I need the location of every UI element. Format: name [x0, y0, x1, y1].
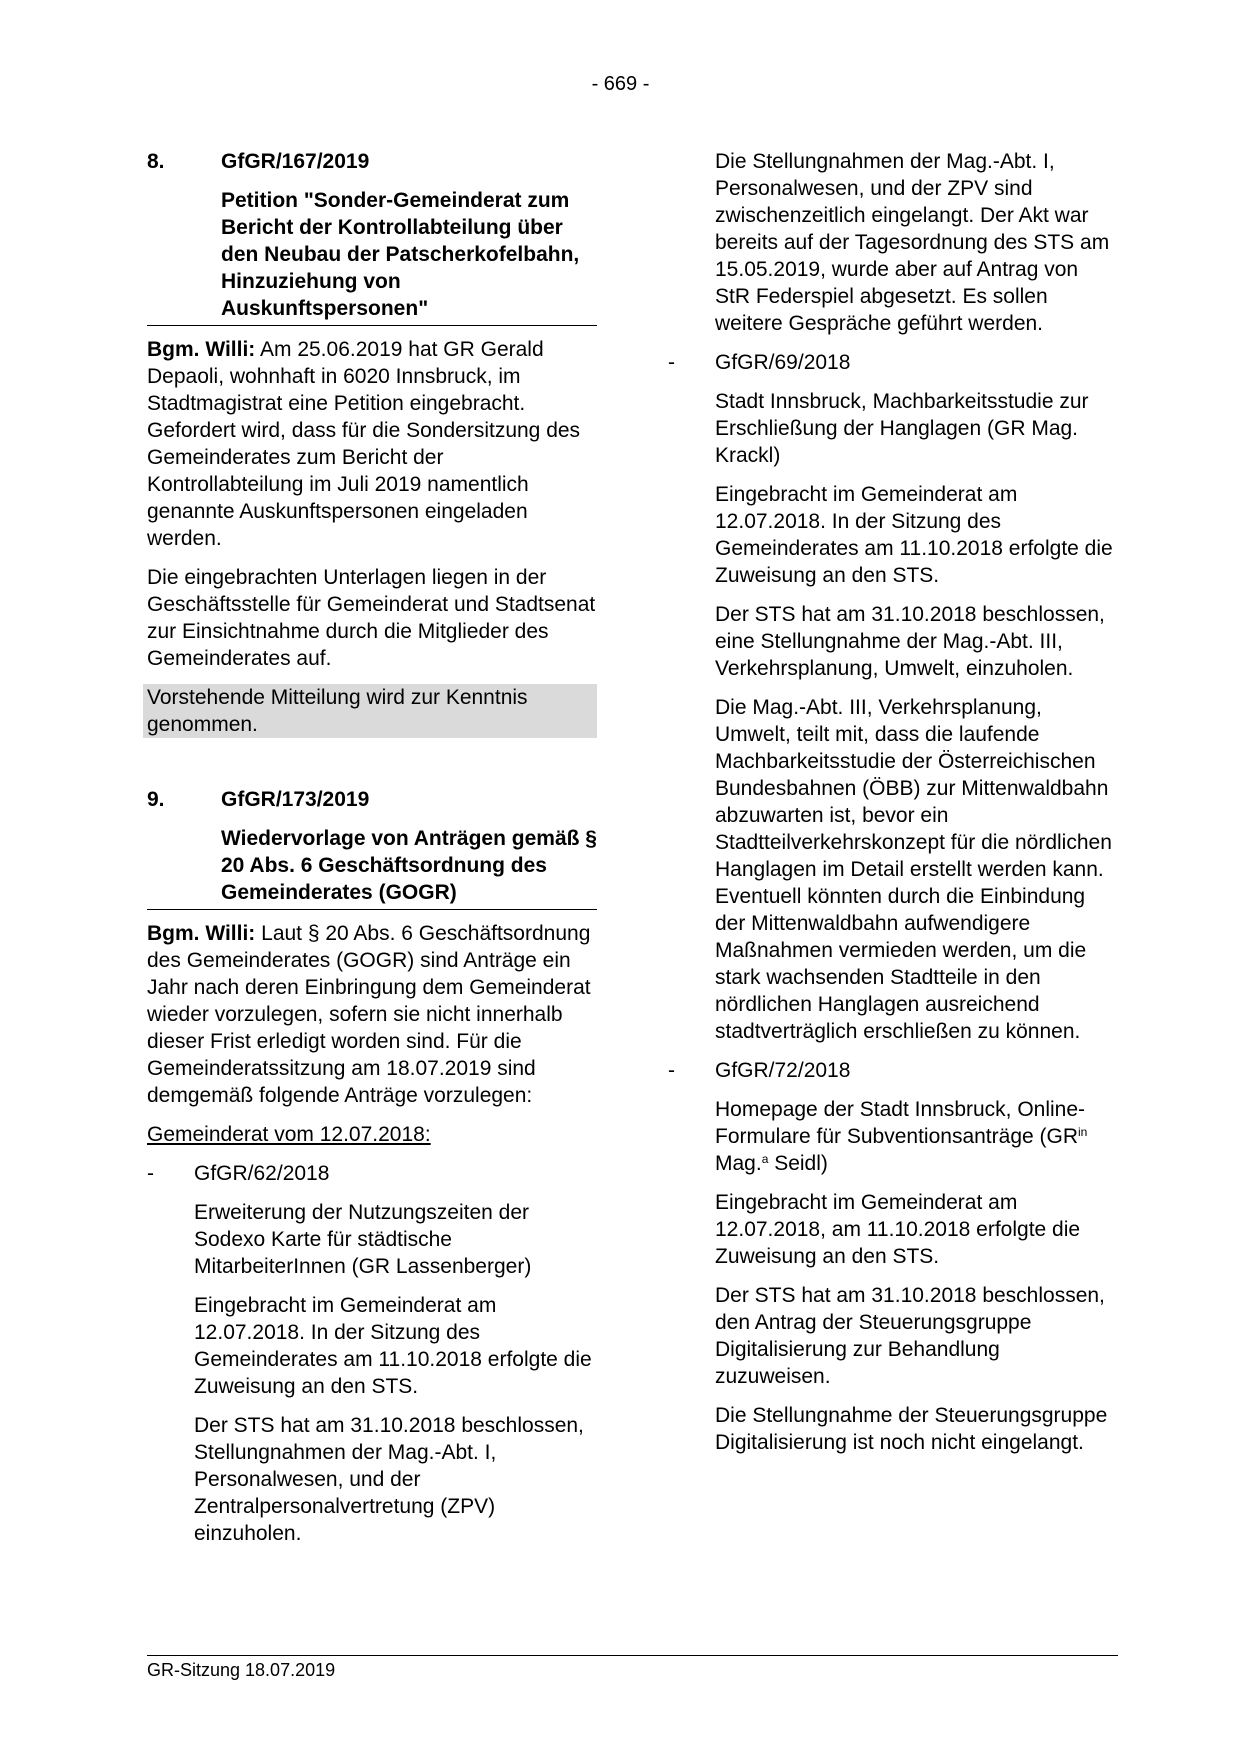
- agenda-item-number: 9.: [147, 788, 165, 811]
- motion-title-text: Homepage der Stadt Innsbruck, Online-Formulare für Subventionsanträge (GR: [715, 1098, 1086, 1148]
- paragraph: Eingebracht im Gemeinderat am 12.07.2018. In der Sitzung des Gemeinderates am 11.10.2018 erfolgte die Zuweisung an den STS.: [715, 483, 1113, 587]
- speaker-label: Bgm. Willi:: [147, 338, 256, 361]
- agenda-item-title: Wiedervorlage von Anträgen gemäß § 20 Abs. 6 Geschäftsordnung des Gemeinderates (GOGR): [147, 825, 597, 910]
- list-dash: -: [668, 351, 675, 374]
- paragraph: Die Stellungnahmen der Mag.-Abt. I, Personalwesen, und der ZPV sind zwischenzeitlich eingelangt. Der Akt war bereits auf der Tagesordnung des STS am 15.05.2019, wurde aber auf Antrag von StR Federspiel abgesetzt. Es sollen weitere Gespräche geführt werden.: [715, 150, 1110, 335]
- footer-text: GR-Sitzung 18.07.2019: [147, 1660, 336, 1680]
- motion-list-item: [668, 349, 1118, 376]
- agenda-item-8-header: [147, 148, 597, 175]
- paragraph: Der STS hat am 31.10.2018 beschlossen, Stellungnahmen der Mag.-Abt. I, Personalwesen, und der Zentralpersonalvertretung (ZPV) einzuholen.: [194, 1414, 584, 1545]
- motion-ref: GfGR/72/2018: [715, 1059, 851, 1082]
- page-number: - 669 -: [591, 73, 650, 95]
- speaker-label: Bgm. Willi:: [147, 922, 256, 945]
- paragraph: [147, 336, 597, 552]
- resolution-note: Vorstehende Mitteilung wird zur Kenntnis genommen.: [143, 684, 597, 738]
- paragraph-text: Laut § 20 Abs. 6 Geschäftsordnung des Gemeinderates (GOGR) sind Anträge ein Jahr nach deren Einbringung dem Gemeinderat wieder vorzulegen, sofern sie nicht innerhalb dieser Frist erledigt worden sind. Für die Gemeinderatssitzung am 18.07.2019 sind demgemäß folgende Anträge vorzulegen:: [147, 922, 591, 1107]
- superscript: in: [1078, 1125, 1088, 1139]
- list-dash: -: [147, 1162, 154, 1185]
- motion-ref: GfGR/62/2018: [194, 1162, 330, 1185]
- paragraph: Die eingebrachten Unterlagen liegen in der Geschäftsstelle für Gemeinderat und Stadtsenat zur Einsichtnahme durch die Mitglieder des Gemeinderates auf.: [147, 566, 596, 670]
- motion-list-item: [147, 1160, 597, 1187]
- section-heading: Gemeinderat vom 12.07.2018:: [147, 1123, 431, 1146]
- paragraph: Eingebracht im Gemeinderat am 12.07.2018. In der Sitzung des Gemeinderates am 11.10.2018 erfolgte die Zuweisung an den STS.: [194, 1294, 592, 1398]
- agenda-item-ref: GfGR/167/2019: [221, 150, 370, 173]
- paragraph: [147, 920, 597, 1109]
- paragraph: Die Stellungnahme der Steuerungsgruppe Digitalisierung ist noch nicht eingelangt.: [715, 1404, 1108, 1454]
- motion-title-text: Seidl): [768, 1152, 828, 1175]
- agenda-item-9-header: [147, 786, 597, 813]
- paragraph: Eingebracht im Gemeinderat am 12.07.2018, am 11.10.2018 erfolgte die Zuweisung an den STS.: [715, 1191, 1081, 1268]
- agenda-item-number: 8.: [147, 150, 165, 173]
- motion-list-item: [668, 1057, 1118, 1084]
- right-column: [668, 148, 1118, 1468]
- paragraph-text: Am 25.06.2019 hat GR Gerald Depaoli, wohnhaft in 6020 Innsbruck, im Stadtmagistrat eine Petition eingebracht. Gefordert wird, dass für die Sondersitzung des Gemeinderates zum Bericht der Kontrollabteilung im Juli 2019 namentlich genannte Auskunftspersonen eingeladen werden.: [147, 338, 581, 550]
- motion-title: [668, 1096, 1118, 1177]
- paragraph: Die Mag.-Abt. III, Verkehrsplanung, Umwelt, teilt mit, dass die laufende Machbarkeitsstudie der Österreichischen Bundesbahnen (ÖBB) zur Mittenwaldbahn abzuwarten ist, bevor ein Stadtteilverkehrskonzept für die nördlichen Hanglagen im Detail erstellt werden kann. Eventuell könnten durch die Einbindung der Mittenwaldbahn aufwendigere Maßnahmen vermieden werden, um die stark wachsenden Stadtteile in den nördlichen Hanglagen ausreichend stadtverträglich erschließen zu können.: [715, 696, 1112, 1043]
- list-dash: -: [668, 1059, 675, 1082]
- paragraph: Der STS hat am 31.10.2018 beschlossen, den Antrag der Steuerungsgruppe Digitalisierung zur Behandlung zuzuweisen.: [715, 1284, 1105, 1388]
- paragraph: Der STS hat am 31.10.2018 beschlossen, eine Stellungnahme der Mag.-Abt. III, Verkehrsplanung, Umwelt, einzuholen.: [715, 603, 1105, 680]
- agenda-item-ref: GfGR/173/2019: [221, 788, 370, 811]
- agenda-item-title: Petition "Sonder-Gemeinderat zum Bericht der Kontrollabteilung über den Neubau der Patscherkofelbahn, Hinzuziehung von Auskunftspersonen": [147, 187, 597, 326]
- motion-title: Erweiterung der Nutzungszeiten der Sodexo Karte für städtische MitarbeiterInnen (GR Lassenberger): [194, 1201, 532, 1278]
- motion-title-text: Mag.: [715, 1152, 762, 1175]
- left-column: [147, 148, 597, 1559]
- superscript: a: [761, 1152, 769, 1166]
- motion-ref: GfGR/69/2018: [715, 351, 851, 374]
- footer-divider: [147, 1655, 1118, 1656]
- motion-title: Stadt Innsbruck, Machbarkeitsstudie zur Erschließung der Hanglagen (GR Mag. Krackl): [715, 390, 1089, 467]
